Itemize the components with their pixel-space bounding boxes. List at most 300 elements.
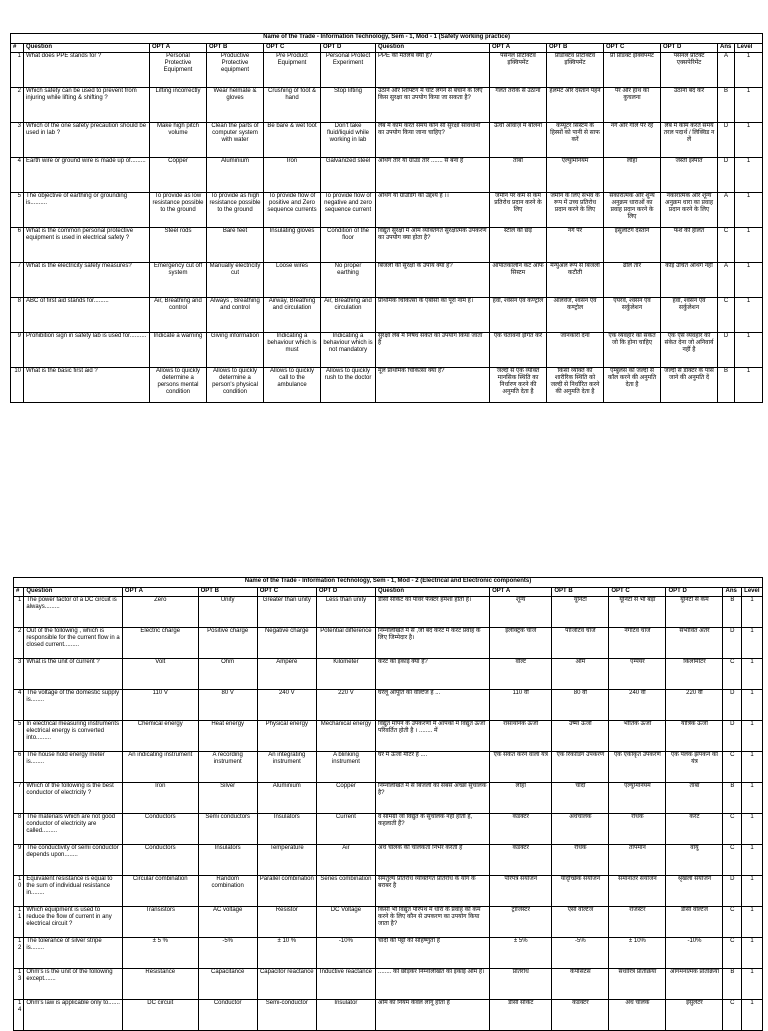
option-a-hindi: डीसी सर्किट	[490, 1000, 552, 1031]
option-d-hindi: यूनिटी से कम	[666, 597, 723, 628]
question-text: What is the unit of current ?	[24, 659, 123, 690]
table-row	[11, 158, 763, 193]
option-d-hindi: जल्दी से डॉक्टर के पास जाने की अनुमति दें	[661, 368, 718, 403]
option-c-hindi: प्री प्रोडक्ट इक्विपमेंट	[604, 53, 661, 88]
option-a-hindi: तांबा	[490, 158, 547, 193]
option-b-hindi: यादृच्छिक संयोजन	[552, 876, 609, 907]
question-number: 2	[14, 628, 24, 659]
question-hindi: डीसी सर्किट का पावर फैक्टर हमेशा होता है।	[376, 597, 490, 628]
table-row	[11, 228, 763, 263]
answer: C	[723, 1000, 742, 1031]
option-a-hindi: आपातकालीन कट ऑफ सिस्टम	[490, 263, 547, 298]
question-number: 3	[14, 659, 24, 690]
level: 1	[735, 53, 763, 88]
option-a: Electric charge	[122, 628, 198, 659]
option-c: Aluminium	[257, 783, 316, 814]
option-d-hindi: श्रृंखला संयोजन	[666, 876, 723, 907]
answer: D	[718, 333, 735, 368]
option-b-hindi: कंडक्टर	[552, 1000, 609, 1031]
option-b-hindi: प्रोडक्टिव प्रोटेक्टिव इक्विपमेंट	[547, 53, 604, 88]
option-b: -5%	[198, 938, 257, 969]
option-d-hindi: इंसुलेटर	[666, 1000, 723, 1031]
question-number: 5	[11, 193, 24, 228]
level: 1	[735, 228, 763, 263]
column-header: Question	[24, 44, 150, 53]
question-text: Which safety can be used to prevent from injuring while lifting & shifting ?	[24, 88, 150, 123]
question-number: 10	[14, 876, 24, 907]
option-b: AC voltage	[198, 907, 257, 938]
option-c: Temperature	[257, 845, 316, 876]
option-b-hindi: -5%	[552, 938, 609, 969]
level: 1	[742, 659, 763, 690]
table-row	[14, 783, 763, 814]
option-b-hindi: किसी व्यक्ति की शारीरिक स्थिति को जल्दी से निर्धारित करने की अनुमति देता है	[547, 368, 604, 403]
option-b: Heat energy	[198, 721, 257, 752]
answer: D	[718, 158, 735, 193]
option-b: 80 V	[198, 690, 257, 721]
option-d: Stop lifting	[321, 88, 376, 123]
option-c-hindi: रजिस्टर	[609, 907, 666, 938]
question-number: 11	[14, 907, 24, 938]
question-number: 12	[14, 938, 24, 969]
option-c: Pre Product Equipment	[264, 53, 321, 88]
option-a: Volt	[122, 659, 198, 690]
question-text: ABC of first aid stands for.........	[24, 298, 150, 333]
option-c-hindi: नेगेटिव चार्ज	[609, 628, 666, 659]
answer: C	[723, 938, 742, 969]
option-c: Resistor	[257, 907, 316, 938]
option-d: To provide flow of negative and zero sequence current	[321, 193, 376, 228]
question-hindi: प्राथमिक चिकित्सा के एबीसी का पूरा नाम है।	[376, 298, 490, 333]
column-header: OPT C	[264, 44, 321, 53]
question-text: Earth wire or ground wire is made up of.........	[24, 158, 150, 193]
option-d-hindi: एक पलक झपकने का यंत्र	[666, 752, 723, 783]
question-text: The conductivity of semi conductor depends upon........	[24, 845, 123, 876]
option-b: Productive Protective equipment	[207, 53, 264, 88]
question-text: The tolerance of silver stripe is........	[24, 938, 123, 969]
question-text: The house hold energy meter is........	[24, 752, 123, 783]
question-hindi: किसी भी विद्युत परिपथ में धारा के प्रवाह को कम करने के लिए कौन से उपकरण का उपयोग किया जाता है?	[376, 907, 490, 938]
option-a: Lifting incorrectly	[150, 88, 207, 123]
option-a-hindi: एक संकेत करने वाला यंत्र	[490, 752, 552, 783]
option-b: Clean the parts of computer system with water	[207, 123, 264, 158]
table-row	[14, 814, 763, 845]
question-text: What is the electricity safety measures?	[24, 263, 150, 298]
module-2-header-row	[14, 588, 763, 597]
option-a: Indicate a warning	[150, 333, 207, 368]
option-b-hindi: 80 वी	[552, 690, 609, 721]
option-a-hindi: स्टील की छड़	[490, 228, 547, 263]
level: 1	[735, 88, 763, 123]
option-c-hindi: नंगे और गीले पैर रहें	[604, 123, 661, 158]
option-c: Be bare & wet foot	[264, 123, 321, 158]
column-header: Level	[735, 44, 763, 53]
module-1-sheet	[10, 33, 762, 403]
option-a: Make high pitch volume	[150, 123, 207, 158]
option-c: Loose wires	[264, 263, 321, 298]
question-text: The objective of earthing or grounding is..........	[24, 193, 150, 228]
option-c: Airway, Breathing and circulation	[264, 298, 321, 333]
option-a: Iron	[122, 783, 198, 814]
option-b-hindi: उष्मा ऊर्जा	[552, 721, 609, 752]
module-1-table	[10, 33, 763, 403]
option-b-hindi: कैपेसिटेंस	[552, 969, 609, 1000]
option-a: ± 5 %	[122, 938, 198, 969]
question-number: 8	[14, 814, 24, 845]
question-hindi: उठाने और शिफ्टिंग में चोट लगने से बचाने के लिए किस सुरक्षा का उपयोग किया जा सकता है?	[376, 88, 490, 123]
answer: C	[723, 845, 742, 876]
answer: B	[723, 969, 742, 1000]
option-b-hindi: जानकारी देना	[547, 333, 604, 368]
level: 1	[735, 123, 763, 158]
column-header: OPT D	[316, 588, 375, 597]
question-text: What is the basic first aid ?	[24, 368, 150, 403]
option-c-hindi: ± 10%	[609, 938, 666, 969]
level: 1	[735, 368, 763, 403]
option-a-hindi: इलेक्ट्रिक चार्ज	[490, 628, 552, 659]
option-d-hindi: जस्ती इस्पात	[661, 158, 718, 193]
answer: C	[723, 814, 742, 845]
option-d-hindi: एक ऐसे व्यवहार का संकेत देना जो अनिवार्य नहीं है	[661, 333, 718, 368]
option-d: Insulator	[316, 1000, 375, 1031]
table-row	[11, 88, 763, 123]
column-header: Question	[376, 588, 490, 597]
option-d: Series combination	[316, 876, 375, 907]
option-d: DC Voltage	[316, 907, 375, 938]
option-b-hindi: एक रिकॉर्डिंग उपकरण	[552, 752, 609, 783]
option-d: Current	[316, 814, 375, 845]
question-text: Ohm's law is applicable only to.......	[24, 1000, 123, 1031]
question-number: 10	[11, 368, 24, 403]
column-header: #	[14, 588, 24, 597]
question-text: In electrical measuring instruments electrical energy is converted into.........	[24, 721, 123, 752]
option-a-hindi: प्रतिरोध	[490, 969, 552, 1000]
level: 1	[742, 969, 763, 1000]
column-header: OPT B	[552, 588, 609, 597]
option-c-hindi: पैर और हाथ का कुचलना	[604, 88, 661, 123]
option-c-hindi: रोधक	[609, 814, 666, 845]
question-hindi: वे सामग्री जो विद्युत के सुचालक नहीं होती हैं, कहलाती हैं?	[376, 814, 490, 845]
option-d-hindi: यांत्रिक ऊर्जा	[666, 721, 723, 752]
option-b: Semi conductors	[198, 814, 257, 845]
question-hindi: समतुल्य प्रतिरोध व्यक्तिगत प्रतिरोध के योग के बराबर है	[376, 876, 490, 907]
option-c: Indicating a behaviour which is must	[264, 333, 321, 368]
option-a-hindi: पर्सनल प्रोटेक्टिव इक्विपमेंट	[490, 53, 547, 88]
option-a: DC circuit	[122, 1000, 198, 1031]
question-hindi: चांदी की पट्टी की सहिष्णुता है	[376, 938, 490, 969]
question-hindi: लैब में काम करते समय कौन सी सुरक्षा सावधानी का उपयोग किया जाना चाहिए?	[376, 123, 490, 158]
option-d: Allows to quickly rush to the doctor	[321, 368, 376, 403]
option-c-hindi: संधारित्र प्रतिक्रिया	[609, 969, 666, 1000]
table-row	[14, 597, 763, 628]
level: 1	[735, 193, 763, 228]
option-b: Manually electricity cut	[207, 263, 264, 298]
option-a-hindi: 110 वी	[490, 690, 552, 721]
option-a-hindi: ट्रांजिस्टर	[490, 907, 552, 938]
option-c-hindi: इंसुलेटिंग दस्ताने	[604, 228, 661, 263]
answer: B	[718, 88, 735, 123]
table-row	[11, 333, 763, 368]
question-number: 6	[11, 228, 24, 263]
option-b: Wear helmate & gloves	[207, 88, 264, 123]
option-c-hindi: एम्बुलेंस को जल्दी से कॉल करने की अनुमति देता है	[604, 368, 661, 403]
option-d: Indicating a behaviour which is not mandatory	[321, 333, 376, 368]
option-c-hindi: लोहा	[604, 158, 661, 193]
table-row	[14, 690, 763, 721]
column-header: Question	[376, 44, 490, 53]
column-header: OPT A	[150, 44, 207, 53]
option-d: Air	[316, 845, 375, 876]
option-d-hindi: उठाना बंद करें	[661, 88, 718, 123]
option-a: An indicating instrument	[122, 752, 198, 783]
option-c: Parallel combination	[257, 876, 316, 907]
option-d-hindi: फर्श की हालत	[661, 228, 718, 263]
level: 1	[735, 263, 763, 298]
answer: D	[723, 690, 742, 721]
option-d: Copper	[316, 783, 375, 814]
column-header: Ans	[718, 44, 735, 53]
option-a: Personal Protective Equipment	[150, 53, 207, 88]
question-text: Ohm's is the unit of the following except.......	[24, 969, 123, 1000]
table-row	[11, 368, 763, 403]
option-a-hindi: ± 5%	[490, 938, 552, 969]
option-c: To provide flow of positive and Zero sequence currents	[264, 193, 321, 228]
option-b: Giving information	[207, 333, 264, 368]
option-a-hindi: परिपत्र संयोजन	[490, 876, 552, 907]
option-c: 240 V	[257, 690, 316, 721]
option-c-hindi: एयरवे, श्वसन एवं सर्कुलेशन	[604, 298, 661, 333]
option-a: Chemical energy	[122, 721, 198, 752]
option-a-hindi: जमीन पर कम से कम प्रतिरोध प्रदान करने के लिए	[490, 193, 547, 228]
option-d-hindi: डीसी वोल्टेज	[666, 907, 723, 938]
option-d: No proper earthing	[321, 263, 376, 298]
option-a-hindi: लोहा	[490, 783, 552, 814]
option-d-hindi: किलोमीटर	[666, 659, 723, 690]
question-number: 4	[11, 158, 24, 193]
table-row	[14, 1000, 763, 1031]
column-header: OPT C	[609, 588, 666, 597]
column-header: OPT D	[666, 588, 723, 597]
answer: C	[718, 228, 735, 263]
answer: C	[723, 659, 742, 690]
question-number: 7	[14, 783, 24, 814]
option-c: Semi-conductor	[257, 1000, 316, 1031]
option-d: Galvanized steel	[321, 158, 376, 193]
column-header: OPT C	[257, 588, 316, 597]
option-a-hindi: शून्य	[490, 597, 552, 628]
answer: A	[718, 263, 735, 298]
question-text: Out of the following , which is responsible for the current flow in a closed current.........	[24, 628, 123, 659]
option-b: Unity	[198, 597, 257, 628]
level: 1	[735, 298, 763, 333]
option-b-hindi: हेलमेट और दस्ताने पहनें	[547, 88, 604, 123]
option-c: Ampere	[257, 659, 316, 690]
module-1-header-row	[11, 44, 763, 53]
answer: D	[723, 721, 742, 752]
module-2-body	[14, 597, 763, 1031]
question-hindi: करंट का इकाई क्या है?	[376, 659, 490, 690]
question-number: 3	[11, 123, 24, 158]
question-text: Which equipment is used to reduce the flow of current in any electrical circuit ?	[24, 907, 123, 938]
option-d: 220 V	[316, 690, 375, 721]
option-a-hindi: कंडक्टर	[490, 814, 552, 845]
option-d: Personal Protect Experiment	[321, 53, 376, 88]
option-c: Negative charge	[257, 628, 316, 659]
option-b-hindi: मैन्युअल रूप से बिजली कटौती	[547, 263, 604, 298]
option-d: Mechanical energy	[316, 721, 375, 752]
option-c-hindi: एक एकीकृत उपकरण	[609, 752, 666, 783]
option-d: Potential difference	[316, 628, 375, 659]
table-row	[14, 628, 763, 659]
option-a: Air, Breathing and control	[150, 298, 207, 333]
option-a-hindi: वोल्ट	[490, 659, 552, 690]
option-a: Conductors	[122, 814, 198, 845]
level: 1	[742, 814, 763, 845]
option-b: Capacitance	[198, 969, 257, 1000]
module-2-table	[13, 577, 763, 1031]
answer: D	[718, 123, 735, 158]
module-1-body	[11, 53, 763, 403]
option-a-hindi: कंडक्टर	[490, 845, 552, 876]
question-number: 6	[14, 752, 24, 783]
column-header: OPT A	[490, 588, 552, 597]
level: 1	[742, 783, 763, 814]
option-d-hindi: लैब में काम करते समय तरल पदार्थ / लिक्विड न लें	[661, 123, 718, 158]
answer: B	[718, 368, 735, 403]
level: 1	[742, 876, 763, 907]
question-hindi: अर्थिंग तार या ग्राउंड तार ....... से बना है	[376, 158, 490, 193]
option-b: Always , Breathing and control	[207, 298, 264, 333]
question-text: The power factor of a DC circuit is always.........	[24, 597, 123, 628]
column-header: Level	[742, 588, 763, 597]
option-a: Steel rods	[150, 228, 207, 263]
question-hindi: घर में ऊर्जा मीटर है ....	[376, 752, 490, 783]
option-a: To provide as low resistance possible to the ground	[150, 193, 207, 228]
option-a-hindi: एक चेतावनी इंगित करें	[490, 333, 547, 368]
question-hindi: अर्थिंग या ग्राउंडिंग का उद्देश्य है ।।	[376, 193, 490, 228]
table-row	[11, 193, 763, 228]
level: 1	[742, 690, 763, 721]
question-number: 8	[11, 298, 24, 333]
answer: D	[723, 876, 742, 907]
option-d-hindi: हवा, श्वसन एवं सर्कुलेशन	[661, 298, 718, 333]
column-header: OPT A	[490, 44, 547, 53]
level: 1	[742, 1000, 763, 1031]
module-2-sheet	[13, 577, 763, 1031]
table-row	[14, 969, 763, 1000]
question-text: The materials which are not good conductor of electricity are called.........	[24, 814, 123, 845]
option-a: Transistors	[122, 907, 198, 938]
question-text: Prohibition sign in safety lab is used for..........	[24, 333, 150, 368]
column-header: OPT D	[321, 44, 376, 53]
option-c: Insulators	[257, 814, 316, 845]
option-d-hindi: करंट	[666, 814, 723, 845]
option-d-hindi: कोई उचित अर्थिंग नहीं	[661, 263, 718, 298]
option-d: Air, Breathing and circulation	[321, 298, 376, 333]
column-header: OPT B	[207, 44, 264, 53]
question-hindi: सुरक्षा लैब में निषेध संकेत का उपयोग किया जाता है	[376, 333, 490, 368]
option-d: A blinking instrument	[316, 752, 375, 783]
question-number: 2	[11, 88, 24, 123]
option-c-hindi: यूनिटी से भी बड़ा	[609, 597, 666, 628]
level: 1	[735, 333, 763, 368]
option-c-hindi: ढीले तार	[604, 263, 661, 298]
level: 1	[742, 845, 763, 876]
question-text: What is the common personal protective equipment is used in electrical safety ?	[24, 228, 150, 263]
question-text: Equivalent resistance is equal to the sum of individual resistance in........	[24, 876, 123, 907]
option-c-hindi: भौतिक ऊर्जा	[609, 721, 666, 752]
question-number: 9	[14, 845, 24, 876]
answer: B	[723, 597, 742, 628]
option-d-hindi: आगमनात्मक प्रतिक्रिया	[666, 969, 723, 1000]
option-d-hindi: संभावित अंतर	[666, 628, 723, 659]
level: 1	[735, 158, 763, 193]
option-b: Random combination	[198, 876, 257, 907]
table-row	[14, 752, 763, 783]
option-c-hindi: तापमान	[609, 845, 666, 876]
option-d-hindi: पर्सनल प्रोटेक्ट एक्सपेरिमेंट	[661, 53, 718, 88]
answer: A	[718, 53, 735, 88]
option-d-hindi: तांबा	[666, 783, 723, 814]
table-row	[11, 298, 763, 333]
option-a: Copper	[150, 158, 207, 193]
question-number: 1	[11, 53, 24, 88]
question-hindi: विद्युत सुरक्षा में आम व्यक्तिगत सुरक्षात्मक उपकरण का उपयोग क्या होता है?	[376, 228, 490, 263]
option-a: Emergency cut off system	[150, 263, 207, 298]
question-number: 1	[14, 597, 24, 628]
question-hindi: विद्युत मापने के उपकरणों में आपको में विद्युत ऊर्जा परिवर्तित होती है । ........ में	[376, 721, 490, 752]
table-row	[14, 876, 763, 907]
question-number: 7	[11, 263, 24, 298]
option-b: Bare feet	[207, 228, 264, 263]
option-d: Condition of the floor	[321, 228, 376, 263]
option-b: Insulators	[198, 845, 257, 876]
column-header: OPT A	[122, 588, 198, 597]
table-row	[14, 845, 763, 876]
option-a: Conductors	[122, 845, 198, 876]
option-b-hindi: नंगे पैर	[547, 228, 604, 263]
option-c: Allows to quickly call to the ambulance	[264, 368, 321, 403]
column-header: #	[11, 44, 24, 53]
level: 1	[742, 721, 763, 752]
option-b: Conductor	[198, 1000, 257, 1031]
option-c: Capacitor reactance	[257, 969, 316, 1000]
option-b-hindi: पॉजिटिव चार्ज	[552, 628, 609, 659]
option-d: Don't take fluid/liquid while working in lab	[321, 123, 376, 158]
option-d-hindi: 220 वी	[666, 690, 723, 721]
option-c: Greater than unity	[257, 597, 316, 628]
question-number: 13	[14, 969, 24, 1000]
option-b-hindi: कंप्यूटर सिस्टम के हिस्सों को पानी से साफ करें	[547, 123, 604, 158]
option-b: Ohm	[198, 659, 257, 690]
option-b-hindi: रोधक	[552, 845, 609, 876]
question-hindi: निम्नलिखित में से ,जो बंद करंट में करंट प्रवाह के लिए जिम्मेदार है।	[376, 628, 490, 659]
option-b-hindi: एल्युमिनियम	[547, 158, 604, 193]
table-row	[11, 53, 763, 88]
option-d: -10%	[316, 938, 375, 969]
question-hindi: निम्नलिखित में से बिजली का सबसे अच्छा सुचालक है?	[376, 783, 490, 814]
answer: A	[718, 193, 735, 228]
option-c: Insulating gloves	[264, 228, 321, 263]
module-2-title: Name of the Trade - Information Technology, Sem - 1, Mod - 2 (Electrical and Electronic components)	[14, 578, 763, 588]
option-c-hindi: अर्ध चालक	[609, 1000, 666, 1031]
option-b-hindi: जमीन के लिए संभव के रूप में उच्च प्रतिरोध प्रदान करने के लिए	[547, 193, 604, 228]
column-header: Ans	[723, 588, 742, 597]
table-row	[14, 721, 763, 752]
question-hindi: अर्ध चालक की चालकता निर्भर करती है	[376, 845, 490, 876]
question-hindi: घरेलू आपूर्ति का वोल्टेज है ...	[376, 690, 490, 721]
option-a-hindi: गलत तरीके से उठाना	[490, 88, 547, 123]
